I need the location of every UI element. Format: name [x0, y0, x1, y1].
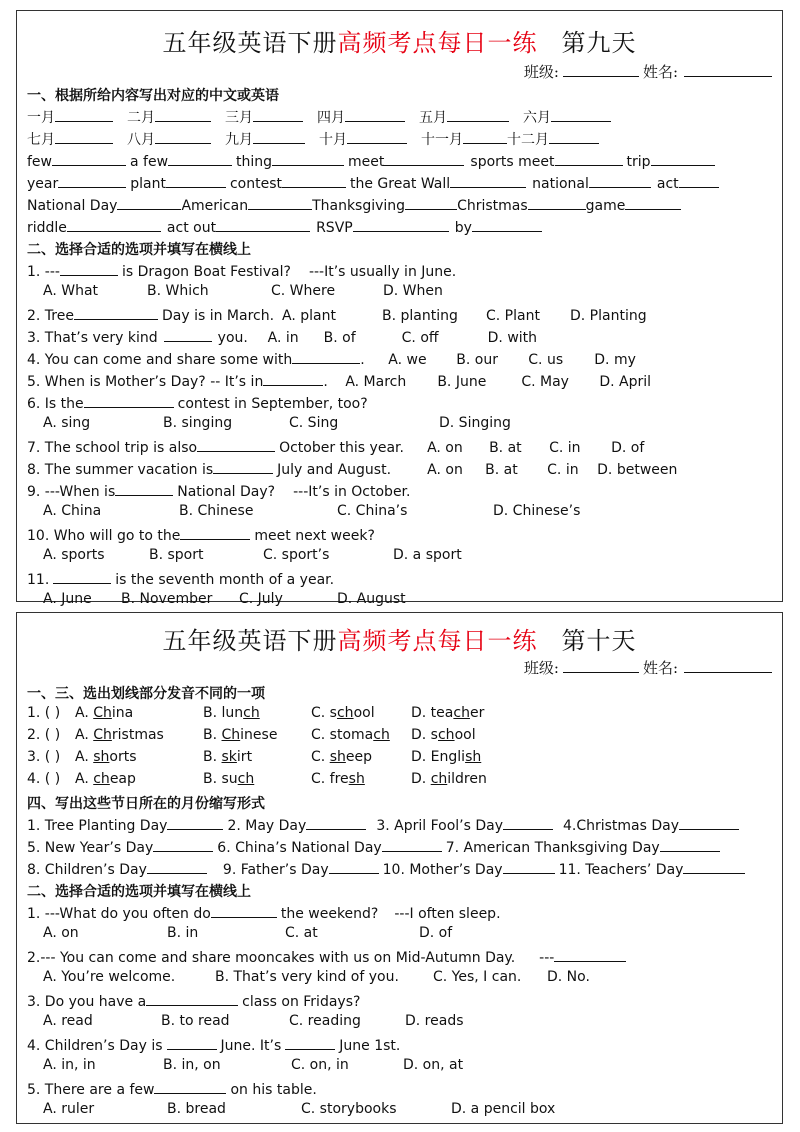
phonics-question-3: 3. ( ) A. shorts B. skirt C. sheep D. English	[27, 749, 482, 765]
question-5: 5. There are a few on his table.	[27, 1079, 317, 1098]
question-3: 3. Do you have a class on Fridays?	[27, 991, 360, 1010]
name-blank[interactable]	[684, 62, 772, 77]
worksheet-day9	[16, 10, 783, 607]
question-9: 9. ---When is National Day? ---It’s in October.	[27, 481, 410, 500]
question-3-options: A. read B. to read C. reading D. reads	[43, 1013, 464, 1029]
holiday-row: 5. New Year’s Day 6. China’s National Day 7. American Thanksgiving Day	[27, 837, 720, 856]
question-5-options: A. ruler B. bread C. storybooks D. a pencil box	[43, 1101, 556, 1117]
phonics-question-2: 2. ( ) A. Christmas B. Chinese C. stomach D. school	[27, 727, 476, 743]
vocab-row: riddle act out RSVP by	[27, 217, 542, 236]
section-heading: 二、选择合适的选项并填写在横线上	[27, 242, 251, 258]
question-2: 2.--- You can come and share mooncakes with us on Mid-Autumn Day. ---	[27, 947, 626, 966]
page-title: 五年级英语下册高频考点每日一练 第十天	[162, 627, 637, 655]
phonics-question-4: 4. ( ) A. cheap B. such C. fresh D. children	[27, 771, 487, 787]
worksheet-day10	[16, 612, 783, 1124]
question-8: 8. The summer vacation is July and August. A. on B. at C. in D. between	[27, 459, 677, 478]
page-title: 五年级英语下册高频考点每日一练 第九天	[162, 29, 637, 57]
question-4: 4. Children’s Day is June. It’s June 1st.	[27, 1035, 400, 1054]
vocab-row: National Day American Thanksgiving Christmas game	[27, 195, 681, 214]
class-blank[interactable]	[563, 62, 639, 77]
section-heading: 一、三、选出划线部分发音不同的一项	[27, 686, 265, 702]
class-blank[interactable]	[563, 658, 639, 673]
vocab-row: few a few thing meet sports meet trip	[27, 151, 715, 170]
phonics-question-1: 1. ( ) A. China B. lunch C. school D. teacher	[27, 705, 485, 721]
question-4: 4. You can come and share some with . A. we B. our C. us D. my	[27, 349, 636, 368]
question-1: 1. ---What do you often do the weekend? ---I often sleep.	[27, 903, 501, 922]
vocab-row: 七月 八月 九月 十月 十一月 十二月	[27, 129, 599, 149]
holiday-row: 1. Tree Planting Day 2. May Day 3. April Fool’s Day 4.Christmas Day	[27, 815, 739, 834]
question-11: 11. is the seventh month of a year.	[27, 569, 334, 588]
class-name-row: 班级: 姓名:	[524, 657, 772, 678]
section-heading: 二、选择合适的选项并填写在横线上	[27, 884, 251, 900]
question-2-options: A. You’re welcome. B. That’s very kind of you. C. Yes, I can. D. No.	[43, 969, 590, 985]
question-3: 3. That’s very kind you. A. in B. of C. off D. with	[27, 327, 537, 346]
question-7: 7. The school trip is also October this year. A. on B. at C. in D. of	[27, 437, 644, 456]
question-1-options: A. What B. Which C. Where D. When	[43, 283, 443, 299]
holiday-row: 8. Children’s Day 9. Father’s Day 10. Mother’s Day 11. Teachers’ Day	[27, 859, 745, 878]
question-9-options: A. China B. Chinese C. China’s D. Chinese’s	[43, 503, 581, 519]
question-1-options: A. on B. in C. at D. of	[43, 925, 453, 941]
question-2: 2. Tree Day is in March. A. plant B. planting C. Plant D. Planting	[27, 305, 647, 324]
name-blank[interactable]	[684, 658, 772, 673]
question-6: 6. Is the contest in September, too?	[27, 393, 368, 412]
section-heading: 一、根据所给内容写出对应的中文或英语	[27, 88, 279, 104]
question-1: 1. --- is Dragon Boat Festival? ---It’s usually in June.	[27, 261, 456, 280]
question-5: 5. When is Mother’s Day? -- It’s in . A. March B. June C. May D. April	[27, 371, 651, 390]
vocab-row: 一月 二月 三月 四月 五月 六月	[27, 107, 611, 127]
section-heading: 四、写出这些节日所在的月份缩写形式	[27, 796, 265, 812]
vocab-row: year plant contest the Great Wall national act	[27, 173, 719, 192]
question-4-options: A. in, in B. in, on C. on, in D. on, at	[43, 1057, 464, 1073]
question-10: 10. Who will go to the meet next week?	[27, 525, 375, 544]
class-name-row: 班级: 姓名:	[524, 61, 772, 82]
question-6-options: A. sing B. singing C. Sing D. Singing	[43, 415, 511, 431]
question-11-options: A. June B. November C. July D. August	[43, 591, 406, 607]
question-10-options: A. sports B. sport C. sport’s D. a sport	[43, 547, 462, 563]
